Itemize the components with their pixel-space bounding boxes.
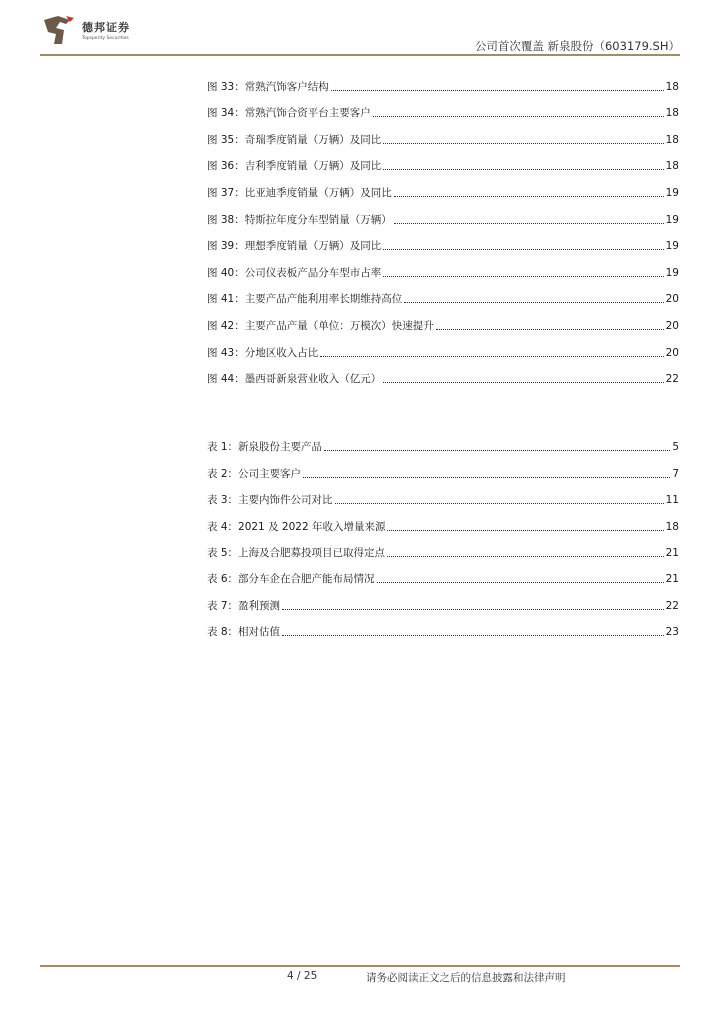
logo-text-en: Topsperity Securities [82,36,129,41]
toc-entry-label: 表 6：部分车企在合肥产能布局情况 [207,573,375,586]
page-number: 4 / 25 [287,970,318,982]
toc-entry[interactable] [207,147,679,174]
toc-entry-label: 图 43：分地区收入占比 [207,346,319,359]
toc-leader-dots [331,89,664,91]
toc-entry[interactable] [207,120,679,147]
toc-entry-label: 图 38：特斯拉年度分车型销量（万辆） [207,213,392,226]
toc-entry-label: 图 40：公司仪表板产品分车型市占率 [207,266,382,279]
toc-entry-page: 19 [665,266,679,279]
toc-leader-dots [335,502,664,504]
toc-leader-dots [387,555,664,557]
toc-entry-page: 7 [672,467,679,480]
toc-entry[interactable] [207,253,679,280]
toc-entry[interactable] [207,306,679,333]
toc-leader-dots [404,301,663,303]
footer-divider [40,965,680,967]
toc-entry-page: 11 [665,494,679,507]
toc-entry[interactable] [207,333,679,360]
toc-entry-label: 图 36：吉利季度销量（万辆）及同比 [207,160,382,173]
toc-entry-label: 图 34：常熟汽饰合资平台主要客户 [207,107,371,120]
toc-leader-dots [394,195,664,197]
toc-entry-page: 18 [665,133,679,146]
toc-leader-dots [282,634,664,636]
toc-leader-dots [324,449,670,451]
toc-leader-dots [394,222,664,224]
toc-entry-label: 表 4：2021 及 2022 年收入增量来源 [207,520,386,533]
toc-entry-page: 23 [665,626,679,639]
toc-entry-label: 表 2：公司主要客户 [207,467,302,480]
toc-entry-page: 22 [665,373,679,386]
toc-leader-dots [383,142,663,144]
toc-leader-dots [383,381,663,383]
table-index-list [207,428,679,639]
toc-entry-page: 22 [665,599,679,612]
toc-entry[interactable] [207,507,679,533]
toc-entry-page: 18 [665,160,679,173]
toc-entry[interactable] [207,560,679,586]
toc-entry-page: 18 [665,107,679,120]
toc-entry-label: 表 7：盈利预测 [207,599,281,612]
company-logo [40,14,150,54]
toc-entry-page: 19 [665,213,679,226]
toc-leader-dots [383,248,663,250]
toc-entry-label: 图 41：主要产品产能利用率长期维持高位 [207,293,403,306]
toc-entry[interactable] [207,454,679,480]
toc-entry-label: 图 35：奇瑞季度销量（万辆）及同比 [207,133,382,146]
toc-leader-dots [383,168,663,170]
toc-entry-page: 18 [665,80,679,93]
toc-leader-dots [303,476,670,478]
toc-entry-label: 表 1：新泉股份主要产品 [207,441,323,454]
toc-entry[interactable] [207,67,679,94]
header-divider [40,54,680,56]
toc-entry-label: 表 5：上海及合肥募投项目已取得定点 [207,546,386,559]
toc-entry-label: 图 39：理想季度销量（万辆）及同比 [207,240,382,253]
toc-entry[interactable] [207,613,679,639]
toc-entry-page: 19 [665,240,679,253]
toc-entry[interactable] [207,481,679,507]
toc-entry-page: 5 [672,441,679,454]
toc-entry-label: 表 8：相对估值 [207,626,281,639]
toc-entry-label: 图 44：墨西哥新泉营业收入（亿元） [207,373,382,386]
toc-entry[interactable] [207,94,679,121]
toc-entry[interactable] [207,200,679,227]
toc-leader-dots [282,608,664,610]
footer-disclaimer: 请务必阅读正文之后的信息披露和法律声明 [366,972,566,984]
logo-mark-icon [40,14,78,48]
toc-entry[interactable] [207,173,679,200]
toc-entry-label: 图 42：主要产品产量（单位：万模次）快速提升 [207,319,434,332]
toc-entry-page: 21 [665,573,679,586]
toc-leader-dots [436,328,664,330]
figure-index-list [207,67,679,386]
toc-entry-page: 21 [665,546,679,559]
logo-text-cn: 德邦证券 [82,21,130,34]
report-header-title: 公司首次覆盖 新泉股份（603179.SH） [474,39,680,53]
toc-entry[interactable] [207,428,679,454]
toc-entry[interactable] [207,227,679,254]
toc-entry-page: 20 [665,319,679,332]
toc-entry[interactable] [207,280,679,307]
toc-entry-label: 图 33：常熟汽饰客户结构 [207,80,329,93]
toc-entry-page: 20 [665,293,679,306]
toc-leader-dots [377,581,664,583]
toc-entry-page: 19 [665,186,679,199]
toc-entry[interactable] [207,360,679,387]
toc-leader-dots [387,529,663,531]
toc-entry[interactable] [207,586,679,612]
toc-entry-label: 表 3：主要内饰件公司对比 [207,494,333,507]
toc-leader-dots [373,115,664,117]
toc-entry-page: 18 [665,520,679,533]
toc-leader-dots [383,275,663,277]
toc-leader-dots [320,355,663,357]
toc-entry-page: 20 [665,346,679,359]
toc-entry-label: 图 37：比亚迪季度销量（万辆）及同比 [207,186,392,199]
toc-entry[interactable] [207,534,679,560]
